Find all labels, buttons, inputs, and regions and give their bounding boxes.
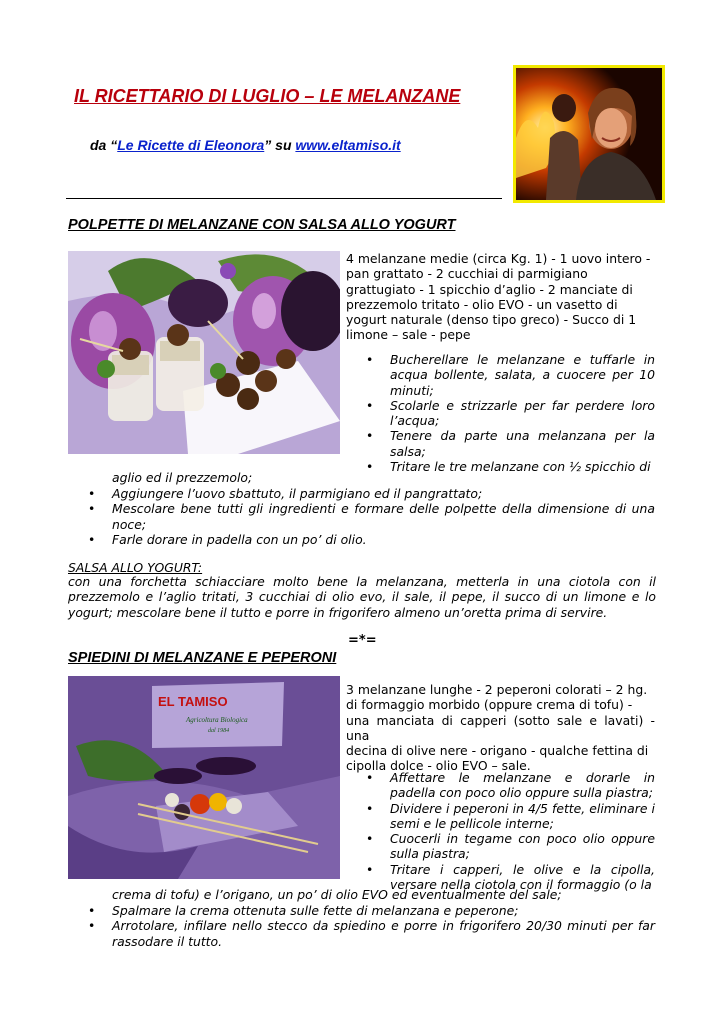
ingredient-line: pan grattato - 2 cucchiai di parmigiano [346, 266, 588, 282]
recipe2-steps-right [366, 770, 655, 892]
recipe1-ingredients [346, 251, 655, 343]
step-item [88, 532, 655, 547]
ingredient-line: grattugiato - 1 spicchio d’aglio - 2 manciate di [346, 281, 633, 297]
byline-mid: ” su [264, 137, 296, 153]
step-item [366, 801, 655, 832]
step-continuation: crema di tofu) e l’origano, un po’ di olio EVO ed eventualmente del sale; [112, 887, 562, 902]
step-text: Tenere da parte una melanzana per la salsa; [390, 428, 655, 459]
step-text: Arrotolare, infilare nello stecco da spiedino e porre in frigorifero 20/30 minuti per far rassodare il tutto. [112, 918, 655, 949]
step-text: Farle dorare in padella con un po’ di olio. [112, 531, 367, 547]
sign-year: dal 1984 [208, 728, 230, 734]
bullet-icon: • [88, 918, 96, 934]
author-photo [513, 65, 665, 203]
website-link[interactable]: www.eltamiso.it [295, 137, 401, 153]
bullet-icon: • [366, 800, 374, 816]
bullet-icon: • [366, 428, 374, 444]
recipe2-ingredients [346, 682, 655, 774]
section-separator: =*= [348, 633, 377, 648]
step-item [366, 770, 655, 801]
recipe2-photo [68, 676, 340, 879]
recipe1-steps-right [366, 352, 655, 474]
bullet-icon: • [88, 903, 96, 918]
ingredient-line: yogurt naturale (denso tipo greco) - Succo di 1 [346, 312, 637, 328]
step-item [366, 428, 655, 459]
ingredient-line: di formaggio morbido (oppure crema di tofu) - [346, 697, 633, 713]
step-item [88, 903, 655, 918]
ingredient-line: una manciata di capperi (sotto sale e lavati) - una [346, 712, 655, 743]
step-text: Affettare le melanzane e dorarle in padella con poco olio oppure sulla piastra; [390, 770, 655, 801]
byline [90, 137, 510, 153]
salsa-instructions: con una forchetta schiacciare molto bene la melanzana, metterla in una ciotola con il prezzemolo e l’aglio tritati, 3 cucchiai di olio evo, il sale, il pepe, il succo di un limone e lo yogurt; mescolare bene il tutto e porre in frigorifero almeno un’oretta prima di servire. [68, 574, 656, 620]
bullet-icon: • [366, 770, 374, 785]
bullet-icon: • [366, 831, 374, 847]
step-text: Scolarle e strizzarle per far perdere loro l’acqua; [390, 397, 655, 429]
sign-tagline: Agricoltura Biologica [186, 716, 248, 724]
ingredient-line: prezzemolo tritato - olio EVO - un vasetto di [346, 296, 618, 312]
ingredient-line: 3 melanzane lunghe - 2 peperoni colorati – 2 hg. [346, 682, 648, 697]
step-item [366, 398, 655, 429]
step-item [366, 831, 655, 862]
bullet-icon: • [88, 501, 96, 517]
step-text: Dividere i peperoni in 4/5 fette, eliminare i semi e le pellicole interne; [390, 800, 655, 831]
salsa-heading: SALSA ALLO YOGURT: [68, 560, 203, 575]
sign-brand: EL TAMISO [158, 694, 228, 709]
step-item [88, 918, 655, 949]
step-text: Tritare le tre melanzane con ½ spicchio di [390, 459, 651, 475]
step-item [366, 352, 655, 398]
recipe1-title: POLPETTE DI MELANZANE CON SALSA ALLO YOGURT [68, 217, 456, 233]
step-text: Spalmare la crema ottenuta sulle fette di melanzana e peperone; [112, 903, 519, 918]
step-text: Tritare i capperi, le olive e la cipolla, versare nella ciotola con il formaggio (o la [390, 861, 655, 893]
ingredient-line: cipolla dolce - olio EVO – sale. [346, 758, 531, 774]
bullet-icon: • [88, 531, 96, 547]
recipe1-photo [68, 251, 340, 454]
step-text: Bucherellare le melanzane e tuffarle in acqua bollente, salata, a cuocere per 10 minuti; [390, 352, 655, 398]
recipe2-title: SPIEDINI DI MELANZANE E PEPERONI [68, 650, 337, 666]
step-item [88, 501, 655, 532]
step-text: Cuocerli in tegame con poco olio oppure sulla piastra; [390, 831, 655, 862]
bullet-icon: • [366, 352, 374, 367]
bullet-icon: • [366, 397, 374, 413]
bullet-icon: • [366, 459, 374, 475]
recipes-link[interactable]: Le Ricette di Eleonora [117, 137, 265, 153]
step-item [88, 486, 655, 501]
byline-prefix: da “ [90, 137, 118, 153]
ingredient-line: 4 melanzane medie (circa Kg. 1) - 1 uovo intero - [346, 251, 651, 266]
step-text: Mescolare bene tutti gli ingredienti e formare delle polpette della dimensione di una noce; [112, 501, 655, 532]
ingredient-line: decina di olive nere - origano - qualche fettina di [346, 743, 649, 759]
bullet-icon: • [366, 861, 374, 877]
recipe2-steps-full [88, 903, 655, 949]
step-continuation: aglio ed il prezzemolo; [112, 470, 253, 485]
bullet-icon: • [88, 486, 96, 501]
header-divider [66, 198, 502, 199]
step-text: Aggiungere l’uovo sbattuto, il parmigiano ed il pangrattato; [112, 486, 483, 501]
document-title: IL RICETTARIO DI LUGLIO – LE MELANZANE [74, 86, 461, 106]
ingredient-line: limone – sale - pepe [346, 327, 471, 343]
recipe1-steps-full [88, 486, 655, 547]
